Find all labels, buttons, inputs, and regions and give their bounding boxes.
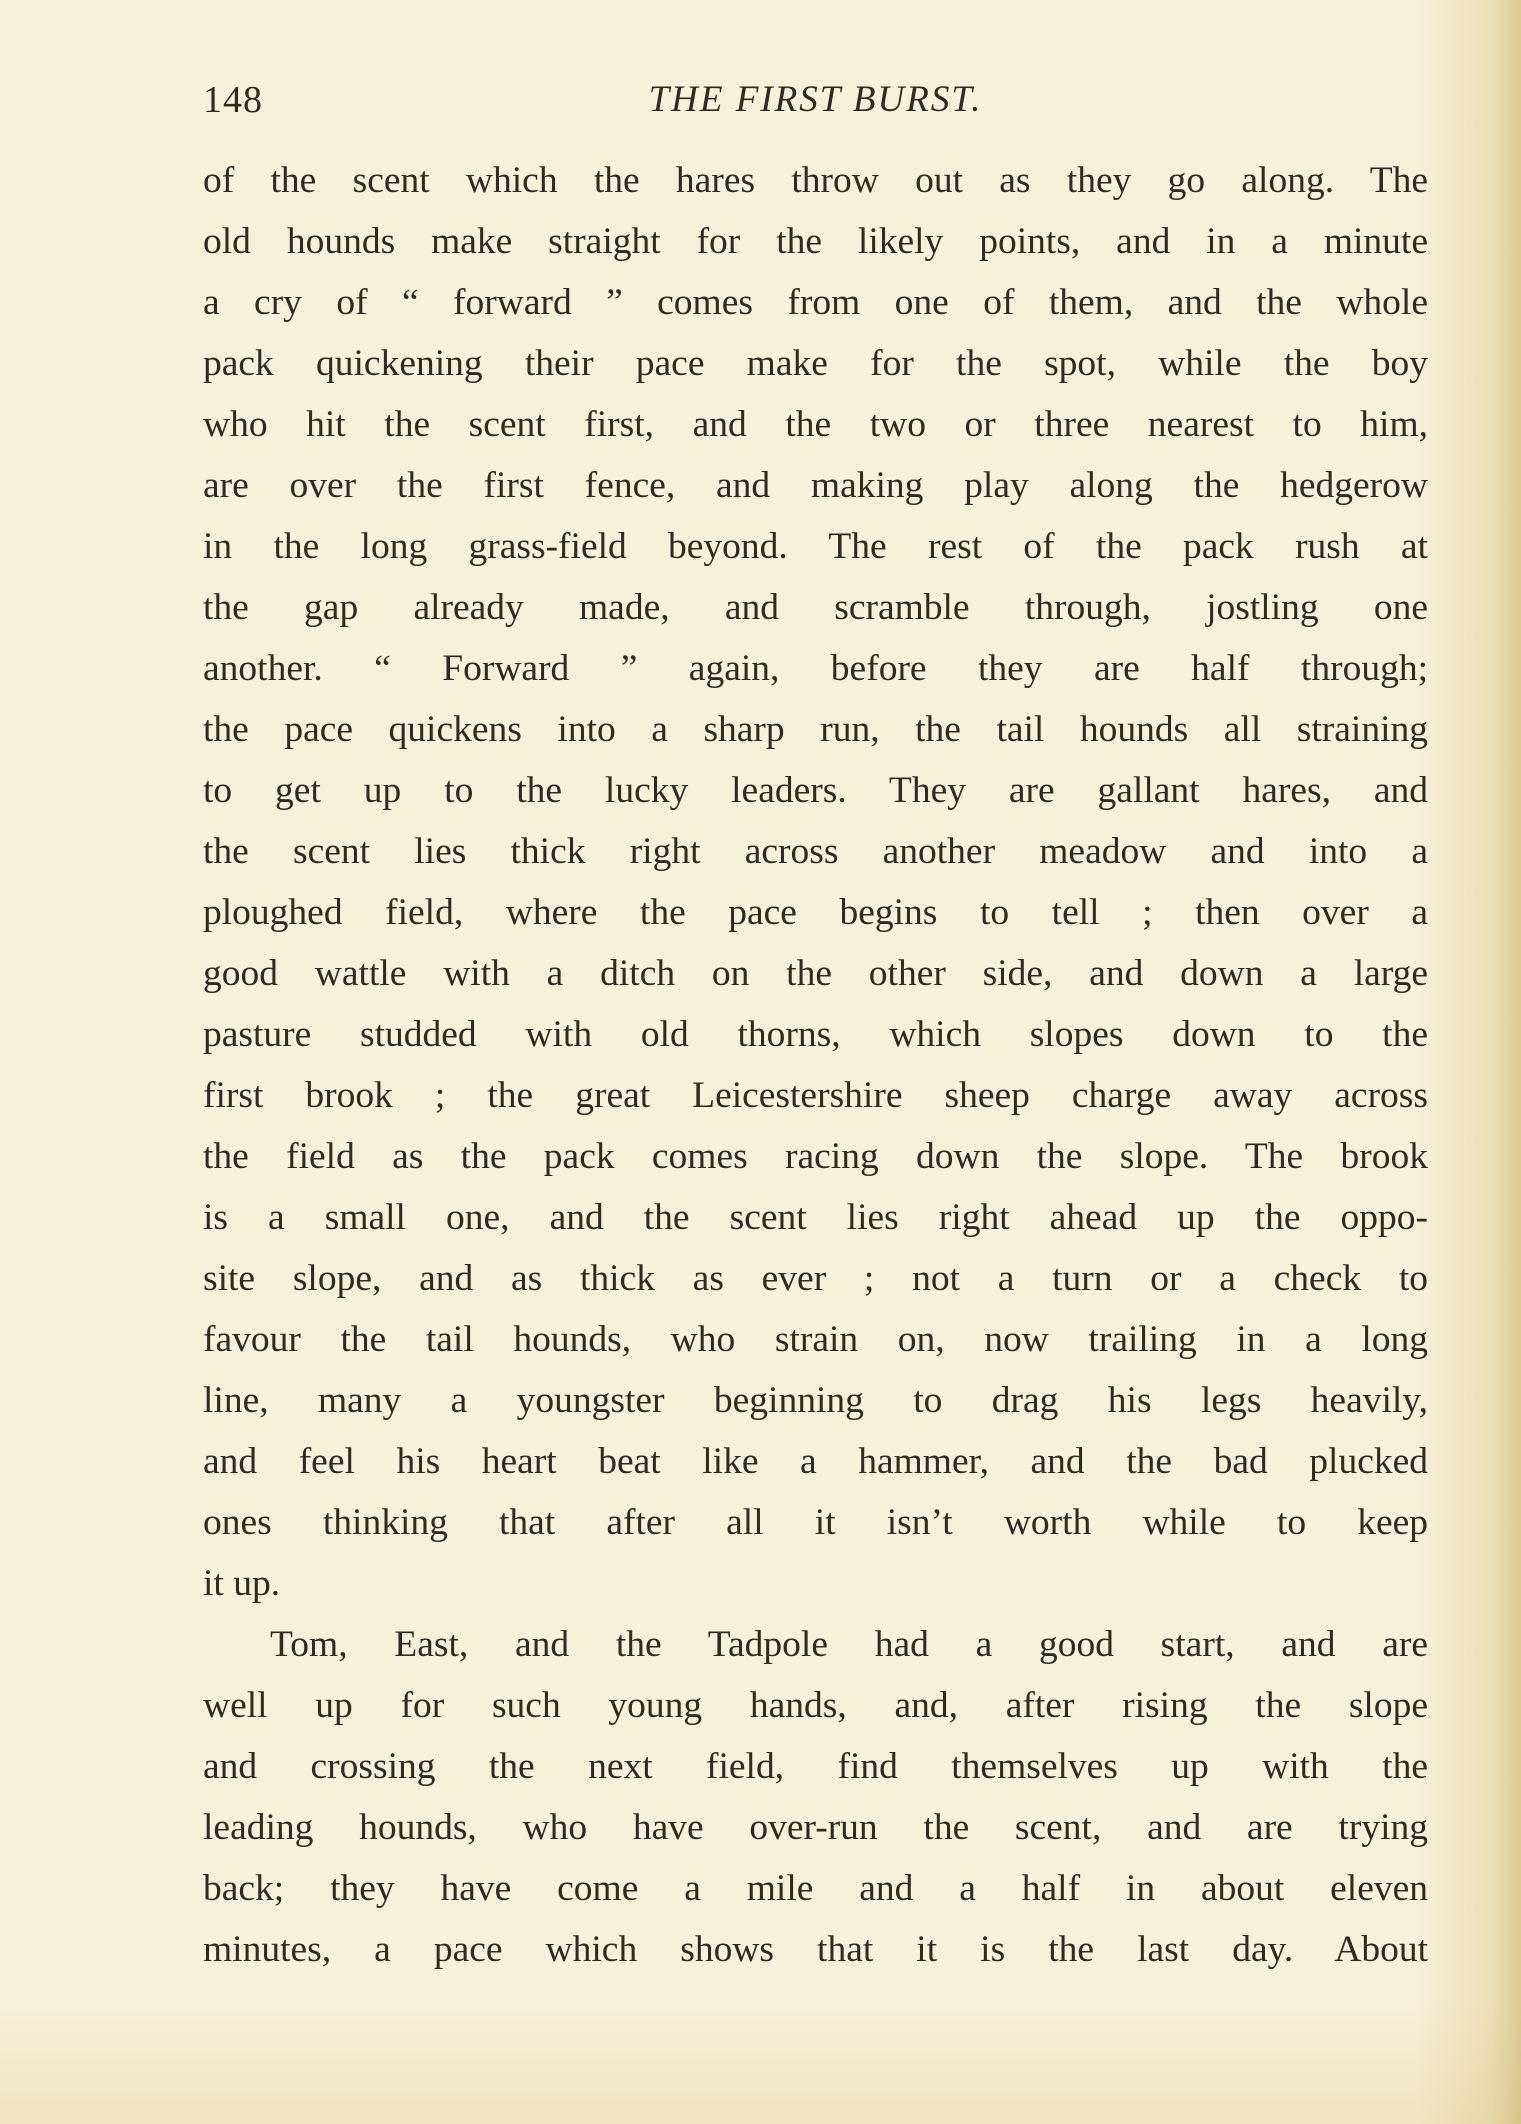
- text-line: and crossing the next field, find themselves up with the: [203, 1746, 1428, 1787]
- text-line: ones thinking that after all it isn’t worth while to keep: [203, 1502, 1428, 1543]
- text-line: the pace quickens into a sharp run, the tail hounds all straining: [203, 709, 1428, 750]
- body-text: [203, 150, 1428, 1980]
- text-line: the gap already made, and scramble through, jostling one: [203, 587, 1428, 628]
- page-header: [203, 78, 1428, 124]
- text-line: ploughed field, where the pace begins to tell ; then over a: [203, 892, 1428, 933]
- paragraph-1: [203, 150, 1428, 1614]
- text-line: favour the tail hounds, who strain on, now trailing in a long: [203, 1319, 1428, 1360]
- text-line: back; they have come a mile and a half in about eleven: [203, 1868, 1428, 1909]
- text-line: in the long grass-field beyond. The rest of the pack rush at: [203, 526, 1428, 567]
- text-line: it up.: [203, 1563, 281, 1604]
- text-line: Tom, East, and the Tadpole had a good start, and are: [270, 1624, 1428, 1665]
- text-line: minutes, a pace which shows that it is the last day. About: [203, 1929, 1428, 1970]
- text-line: leading hounds, who have over-run the scent, and are trying: [203, 1807, 1428, 1848]
- running-title: THE FIRST BURST.: [648, 79, 983, 120]
- text-line: the field as the pack comes racing down the slope. The brook: [203, 1136, 1428, 1177]
- text-line: and feel his heart beat like a hammer, and the bad plucked: [203, 1441, 1428, 1482]
- text-line: pasture studded with old thorns, which slopes down to the: [203, 1014, 1428, 1055]
- text-line: good wattle with a ditch on the other side, and down a large: [203, 953, 1428, 994]
- text-line: the scent lies thick right across another meadow and into a: [203, 831, 1428, 872]
- text-line: line, many a youngster beginning to drag his legs heavily,: [203, 1380, 1428, 1421]
- text-line: a cry of “ forward ” comes from one of them, and the whole: [203, 282, 1428, 323]
- text-line: well up for such young hands, and, after rising the slope: [203, 1685, 1428, 1726]
- text-line: another. “ Forward ” again, before they are half through;: [203, 648, 1428, 689]
- text-line: who hit the scent first, and the two or three nearest to him,: [203, 404, 1428, 445]
- page-number: 148: [203, 79, 263, 121]
- text-line: site slope, and as thick as ever ; not a turn or a check to: [203, 1258, 1428, 1299]
- text-line: is a small one, and the scent lies right ahead up the oppo-: [203, 1197, 1428, 1238]
- paragraph-2: [203, 1614, 1428, 1980]
- text-line: to get up to the lucky leaders. They are gallant hares, and: [203, 770, 1428, 811]
- text-line: first brook ; the great Leicestershire sheep charge away across: [203, 1075, 1428, 1116]
- text-line: of the scent which the hares throw out as they go along. The: [203, 160, 1428, 201]
- text-line: pack quickening their pace make for the spot, while the boy: [203, 343, 1428, 384]
- text-line: are over the first fence, and making play along the hedgerow: [203, 465, 1428, 506]
- text-line: old hounds make straight for the likely points, and in a minute: [203, 221, 1428, 262]
